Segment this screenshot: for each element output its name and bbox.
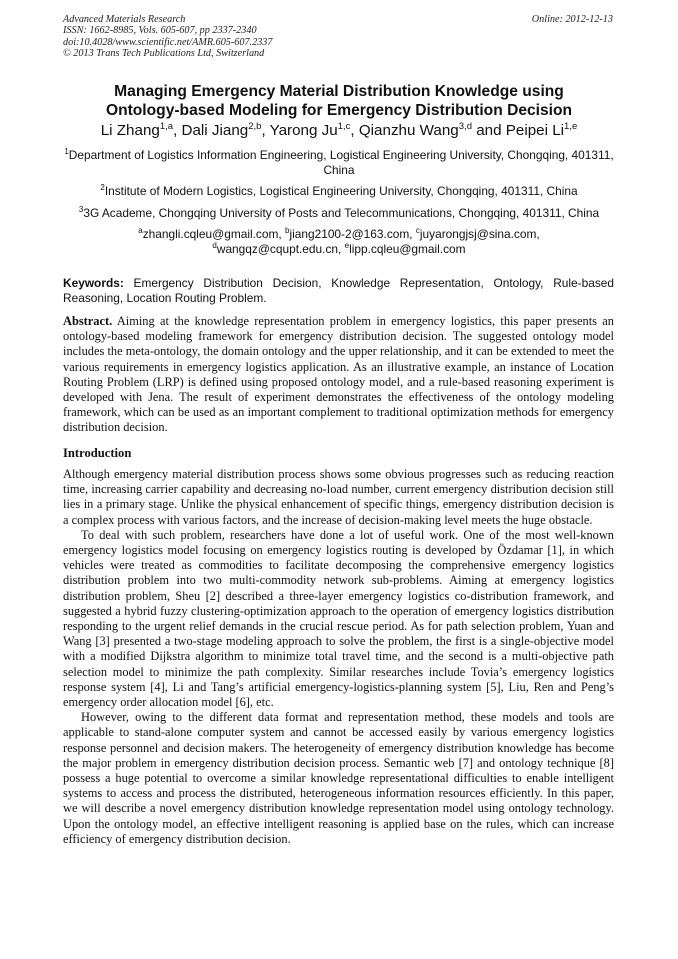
affiliation-2: [40, 184, 638, 199]
paragraph: Although emergency material distribution process shows some obvious progresses such as reducing reaction time, increasing carrier capability and decreasing no-load number, current emergency distribution decision still lies in a primary stage. Unlike the physical enhancement of specific things, emergency distribution decision is a complex process with various factors, and the increase of decision-making level meets the huge obstacle.: [63, 467, 614, 527]
email-list: [60, 227, 618, 258]
author-sup: 3,d: [458, 121, 472, 132]
author: [359, 122, 506, 139]
affiliation-text: Institute of Modern Logistics, Logistical Engineering University, Chongqing, 401311, China: [104, 184, 578, 198]
author-sep: and: [471, 122, 506, 139]
affiliation-text: 3G Academe, Chongqing University of Posts and Telecommunications, Chongqing, 401311, China: [83, 206, 600, 220]
paragraph: However, owing to the different data format and representation method, these models and tools are applicable to stand-alone computer system and cannot be accessed easily by various emergency logistics response personnel and decision makers. The heterogeneity of emergency distribution knowledge has become the major problem in emergency distribution decision process. Semantic web [7] and ontology technique [8] possess a huge potential to overcome a similar knowledge representational difficulties to enable intelligent systems to access and process the distributed, heterogeneous information resources efficiently. In this paper, we will describe a novel emergency distribution knowledge representation model using ontology technology. Upon the ontology model, an effective intelligent reasoning is applied base on the rules, which can increase efficiency of emergency distribution decision.: [63, 710, 614, 846]
author-sep: ,: [350, 122, 359, 139]
keywords: [63, 276, 614, 307]
journal-name: Advanced Materials Research: [63, 14, 186, 25]
email-address: zhangli.cqleu@gmail.com,: [142, 227, 286, 241]
email-line-2: [60, 242, 618, 257]
email-sup: c: [415, 226, 420, 235]
issn-line: ISSN: 1662-8985, Vols. 605-607, pp 2337-2340: [63, 25, 257, 37]
author-sup: 1,e: [564, 121, 578, 132]
affiliation-1: [55, 148, 623, 179]
doi-line: doi:10.4028/www.scientific.net/AMR.605-607.2337: [63, 36, 273, 48]
author-name: Yarong Ju: [269, 122, 338, 139]
affiliation-sup: 3: [78, 205, 84, 214]
email-sup: a: [138, 226, 143, 235]
paragraph: To deal with such problem, researchers have done a lot of useful work. One of the most well-known emergency logistics model focusing on emergency logistics routing is developed by Özdamar [1], in which vehicles were treated as commodities to facilitate decomposing the comprehensive emergency logistics distribution problem into two multi-commodity network sub-problems. Aiming at emergency logistics distribution problem, Sheu [2] described a three-layer emergency logistics co-distribution framework, and suggested a hybrid fuzzy clustering-optimization approach to the operation of emergency logistics distribution responding to the urgent relief demands in the crucial rescue period. As for path selection problem, Yuan and Wang [3] presented a two-stage modeling approach to solve the problem, the first is a single-objective model with a modified Dijkstra algorithm to minimize total travel time, and the second is a multi-objective path selection model to minimize the path complexity. Similar researches include Tovia’s emergency logistics response system [4], Li and Tang’s artificial emergency-logistics-planning system [5], Liu, Ren and Peng’s emergency order allocation model [6], etc.: [63, 527, 614, 710]
author: [270, 122, 359, 139]
author-name: Qianzhu Wang: [358, 122, 459, 139]
affiliation-text: Department of Logistics Information Engineering, Logistical Engineering University, Chongqing, 401311, China: [68, 148, 614, 178]
author-sup: 2,b: [248, 121, 262, 132]
title-line-1: Managing Emergency Material Distribution Knowledge using: [114, 83, 564, 100]
email-address: lipp.cqleu@gmail.com: [349, 242, 466, 257]
email-address: juyarongjsj@sina.com,: [419, 227, 540, 241]
author-list: [30, 121, 648, 141]
journal-header: [63, 14, 272, 60]
email-sup: d: [212, 241, 217, 251]
author-sep: ,: [261, 122, 270, 139]
email-address: jiang2100-2@163.com,: [289, 227, 416, 241]
author-sup: 1,a: [159, 121, 174, 132]
author: [506, 122, 577, 139]
affiliation-sup: 1: [64, 147, 69, 156]
author-name: Peipei Li: [505, 122, 565, 139]
author-name: Li Zhang: [100, 122, 160, 139]
online-date-text: Online: 2012-12-13: [531, 14, 613, 25]
affiliation-3: [30, 206, 648, 221]
paper-title: [40, 82, 638, 120]
abstract: [63, 314, 614, 436]
author-sep: ,: [173, 122, 182, 139]
keywords-label: Keywords:: [63, 276, 124, 290]
online-date: [532, 14, 613, 25]
affiliation-sup: 2: [100, 183, 105, 192]
keywords-text: Emergency Distribution Decision, Knowledge Representation, Ontology, Rule-based Reasoning, Location Routing Problem.: [63, 276, 614, 306]
abstract-label: Abstract.: [63, 314, 113, 328]
abstract-text: Aiming at the knowledge representation problem in emergency logistics, this paper presents an ontology-based modeling framework for emergency distribution decision. The suggested ontology model includes the meta-ontology, the domain ontology and the upper relationship, and it can be extended to meet the various requirements in emergency logistics application. As an illustrative example, an instance of Location Routing Problem (LRP) is defined using proposed ontology model, and a rule-based reasoning experiment is developed with Jena. The result of experiment demonstrates the effectiveness of the ontology modeling framework, which can be used as an important complement to traditional optimization methods for emergency distribution decision.: [63, 314, 614, 435]
email-line-1: [60, 227, 618, 242]
author-sup: 1,c: [337, 121, 351, 132]
author-name: Dali Jiang: [181, 122, 249, 139]
introduction-body: [63, 467, 614, 847]
author: [182, 122, 270, 139]
copyright-line: © 2013 Trans Tech Publications Ltd, Switzerland: [63, 48, 265, 60]
email-sup: b: [285, 226, 290, 235]
email-address: wangqz@cqupt.edu.cn,: [216, 242, 345, 257]
title-line-2: Ontology-based Modeling for Emergency Distribution Decision: [105, 102, 573, 119]
introduction-heading: Introduction: [63, 446, 132, 460]
author: [101, 122, 182, 139]
email-sup: e: [344, 241, 350, 251]
